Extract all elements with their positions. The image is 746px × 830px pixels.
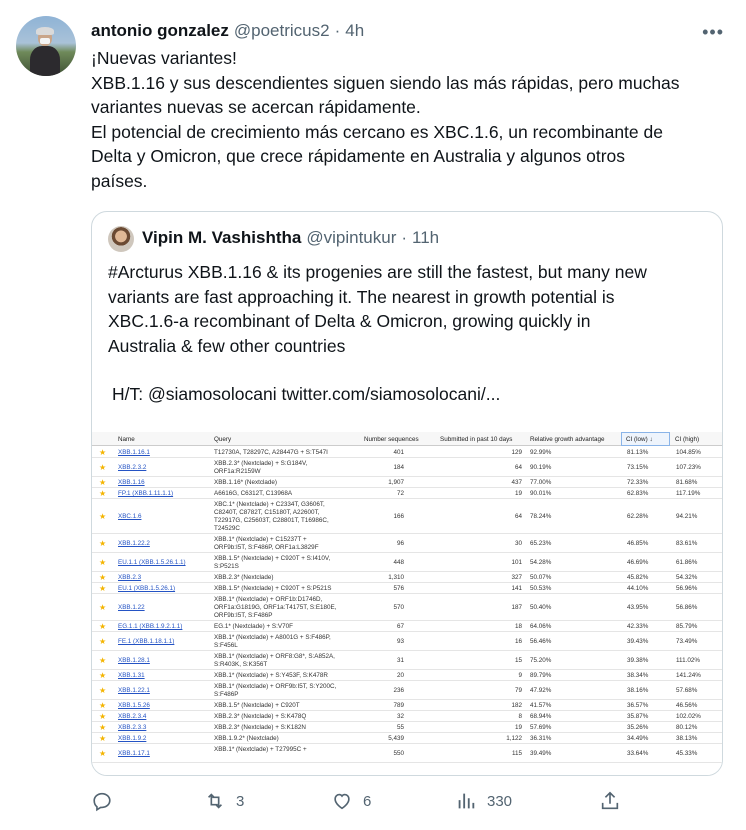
ci-high-cell: 57.68%	[676, 687, 698, 694]
query-cell	[214, 479, 277, 487]
sequences-cell: 184	[393, 464, 404, 471]
table-row	[92, 722, 723, 733]
ci-low-cell: 35.26%	[627, 724, 649, 731]
sequences-cell: 448	[393, 559, 404, 566]
ci-low-cell: 46.69%	[627, 559, 649, 566]
sequences-cell: 72	[396, 490, 404, 497]
ci-high-cell: 94.21%	[676, 513, 698, 520]
sequences-cell: 576	[393, 585, 404, 592]
query-line: S:F486P	[214, 691, 239, 698]
sequences-cell: 93	[396, 638, 404, 645]
growth-cell: 77.00%	[530, 479, 552, 486]
ci-high-cell: 73.49%	[676, 638, 698, 645]
sequences-cell: 32	[396, 713, 404, 720]
query-cell	[214, 653, 335, 669]
star-icon[interactable]: ★	[99, 622, 107, 631]
ci-high-cell: 61.86%	[676, 559, 698, 566]
more-options-icon[interactable]: •••	[702, 22, 724, 42]
growth-cell: 89.79%	[530, 672, 552, 679]
past-10-days-cell: 19	[514, 724, 522, 731]
query-line: T24529C	[214, 525, 240, 532]
query-line: XBC.1* (Nextclade) + C2334T, G3606T,	[214, 501, 325, 508]
variant-name-link[interactable]: XBB.1.22	[118, 604, 145, 611]
tweet-time[interactable]: 4h	[345, 21, 365, 40]
table-row	[92, 744, 723, 763]
sequences-cell: 31	[396, 657, 404, 664]
ci-high-cell: 104.85%	[676, 449, 701, 456]
quoted-line: XBC.1.6-a recombinant of Delta & Omicron, growing quickly in	[108, 311, 591, 331]
query-line: XBB.1.9.2* (Nextclade)	[214, 735, 279, 742]
views-button[interactable]	[455, 790, 512, 812]
past-10-days-cell: 1,122	[506, 735, 522, 742]
query-cell	[214, 536, 319, 552]
quoted-line: #Arcturus XBB.1.16 & its progenies are still the fastest, but many new	[108, 262, 647, 282]
query-cell	[214, 490, 292, 498]
variant-name-link[interactable]: XBB.1.16	[118, 479, 145, 486]
like-button[interactable]	[331, 790, 371, 812]
table-row	[92, 632, 723, 651]
author-name[interactable]: antonio gonzalez	[91, 21, 229, 40]
separator-dot: ·	[334, 21, 341, 40]
query-line: S:P521S	[214, 563, 239, 570]
column-header-sequences: Number sequences	[364, 436, 419, 443]
ci-high-cell: 81.68%	[676, 479, 698, 486]
retweet-count: 3	[236, 792, 245, 810]
sequences-cell: 5,439	[388, 735, 404, 742]
ci-low-cell: 33.64%	[627, 750, 649, 757]
variant-name-link[interactable]: XBB.1.22.1	[118, 687, 150, 694]
growth-cell: 90.01%	[530, 490, 552, 497]
past-10-days-cell: 15	[514, 657, 522, 664]
growth-cell: 68.94%	[530, 713, 552, 720]
column-header-query: Query	[214, 436, 232, 443]
views-count: 330	[487, 792, 513, 810]
quoted-tweet-header	[142, 228, 439, 248]
table-row	[92, 681, 723, 700]
column-header-ci-high: CI (high)	[675, 436, 700, 443]
ci-low-cell: 38.16%	[627, 687, 649, 694]
ci-low-cell: 73.15%	[627, 464, 649, 471]
tweet-line: variantes nuevas se acercan rápidamente.	[91, 97, 421, 117]
query-cell	[214, 555, 330, 571]
growth-cell: 57.69%	[530, 724, 552, 731]
sequences-cell: 96	[396, 540, 404, 547]
past-10-days-cell: 64	[514, 513, 522, 520]
quoted-link-line: H/T: @siamosolocani twitter.com/siamosolocani/...	[112, 384, 501, 404]
variant-name-link[interactable]: XBB.2.3	[118, 574, 142, 581]
past-10-days-cell: 9	[518, 672, 522, 679]
variant-name-link[interactable]: XBB.1.22.2	[118, 540, 150, 547]
ci-low-cell: 38.34%	[627, 672, 649, 679]
query-line: T12730A, T28297C, A28447G + S:T547I	[214, 449, 328, 456]
growth-cell: 65.23%	[530, 540, 552, 547]
table-row	[92, 711, 723, 722]
quoted-tweet-text	[108, 260, 718, 358]
quoted-author-avatar	[108, 226, 134, 252]
query-line: XBB.1.16* (Nextclade)	[214, 479, 277, 486]
ci-low-cell: 34.49%	[627, 735, 649, 742]
ci-high-cell: 56.96%	[676, 585, 698, 592]
growth-cell: 90.19%	[530, 464, 552, 471]
star-icon[interactable]: ★	[99, 723, 107, 732]
variant-name-link[interactable]: XBB.1.17.1	[118, 750, 150, 757]
growth-cell: 41.57%	[530, 702, 552, 709]
ci-high-cell: 141.24%	[676, 672, 701, 679]
past-10-days-cell: 437	[511, 479, 522, 486]
reply-button[interactable]	[91, 790, 113, 812]
variant-name-link[interactable]: XBB.2.3.3	[118, 724, 147, 731]
ci-low-cell: 36.57%	[627, 702, 649, 709]
growth-cell: 36.31%	[530, 735, 552, 742]
query-cell	[214, 634, 331, 650]
quoted-author-name: Vipin M. Vashishtha	[142, 228, 302, 247]
star-icon[interactable]: ★	[99, 558, 107, 567]
action-bar	[91, 790, 731, 818]
variant-name-link[interactable]: EG.1.1 (XBB.1.9.2.1.1)	[118, 623, 183, 630]
variant-name-link[interactable]: XBB.1.5.26	[118, 702, 150, 709]
share-icon	[599, 790, 621, 812]
star-icon[interactable]: ★	[99, 603, 107, 612]
query-line: XBB.2.3* (Nextclade)	[214, 574, 274, 581]
star-icon[interactable]: ★	[99, 448, 107, 457]
author-avatar[interactable]	[16, 16, 76, 76]
query-cell	[214, 460, 307, 476]
growth-cell: 64.06%	[530, 623, 552, 630]
variant-name-link[interactable]: XBB.1.31	[118, 672, 145, 679]
variant-name-link[interactable]: EU.1 (XBB.1.5.26.1)	[118, 585, 176, 592]
query-cell	[214, 585, 332, 593]
variant-name-link[interactable]: FP.1 (XBB.1.11.1.1)	[118, 490, 174, 497]
table-row	[92, 477, 723, 488]
quoted-author-handle: @vipintukur	[306, 228, 397, 247]
column-header-name: Name	[118, 436, 135, 443]
ci-high-cell: 83.61%	[676, 540, 698, 547]
star-icon[interactable]: ★	[99, 701, 107, 710]
quoted-tweet[interactable]	[91, 211, 723, 776]
star-icon[interactable]: ★	[99, 539, 107, 548]
growth-cell: 39.49%	[530, 750, 552, 757]
ci-low-cell: 62.83%	[627, 490, 649, 497]
sequences-cell: 166	[393, 513, 404, 520]
query-line: XBB.1.5* (Nextclade) + C920T + S:P521S	[214, 585, 332, 592]
past-10-days-cell: 129	[511, 449, 522, 456]
ci-low-cell: 42.33%	[627, 623, 649, 630]
share-button[interactable]	[599, 790, 621, 812]
tweet-line: países.	[91, 170, 148, 191]
past-10-days-cell: 19	[514, 490, 522, 497]
star-icon[interactable]: ★	[99, 489, 107, 498]
query-line: XBB.2.3* (Nextclade) + S:G184V,	[214, 460, 308, 467]
author-handle[interactable]: @poetricus2	[233, 21, 330, 40]
query-cell	[214, 683, 336, 699]
growth-cell: 50.07%	[530, 574, 552, 581]
growth-cell: 75.20%	[530, 657, 552, 664]
past-10-days-cell: 182	[511, 702, 522, 709]
query-cell	[214, 713, 306, 721]
query-line: XBB.1* (Nextclade) + C15237T +	[214, 536, 307, 543]
quoted-line: Australia & few other countries	[108, 335, 346, 356]
variant-name-link[interactable]: FE.1 (XBB.1.18.1.1)	[118, 638, 175, 645]
ci-low-cell: 39.43%	[627, 638, 649, 645]
growth-cell: 50.40%	[530, 604, 552, 611]
tweet-line: Delta y Omicron, que crece rápidamente en Australia y algunos otros	[91, 146, 626, 166]
ci-low-cell: 39.38%	[627, 657, 649, 664]
growth-cell: 54.28%	[530, 559, 552, 566]
past-10-days-cell: 141	[511, 585, 522, 592]
table-row	[92, 700, 723, 711]
tweet-line: ¡Nuevas variantes!	[91, 48, 237, 68]
table-row	[92, 651, 723, 670]
column-header-growth: Relative growth advantage	[530, 436, 605, 443]
star-icon[interactable]: ★	[99, 712, 107, 721]
query-line: EG.1* (Nextclade) + S:V70F	[214, 623, 293, 630]
variant-name-link[interactable]: XBB.1.9.2	[118, 735, 147, 742]
ci-low-cell: 62.28%	[627, 513, 649, 520]
query-line: XBB.1* (Nextclade) + ORF9b:I5T, S:Y200C,	[214, 683, 337, 690]
table-row	[92, 447, 723, 458]
query-cell	[214, 746, 307, 754]
past-10-days-cell: 187	[511, 604, 522, 611]
ci-high-cell: 85.79%	[676, 623, 698, 630]
ci-high-cell: 46.56%	[676, 702, 698, 709]
variant-name-link[interactable]: XBB.2.3.4	[118, 713, 147, 720]
table-header	[92, 432, 723, 446]
past-10-days-cell: 327	[511, 574, 522, 581]
variant-name-link[interactable]: EU.1.1 (XBB.1.5.26.1.1)	[118, 559, 186, 566]
query-line: XBB.2.3* (Nextclade) + S:K182N	[214, 724, 306, 731]
table-row	[92, 499, 723, 534]
query-cell	[214, 672, 328, 680]
sequences-cell: 401	[393, 449, 404, 456]
table-row	[92, 594, 723, 621]
query-line: A6616G, C6312T, C13968A	[214, 490, 293, 497]
tweet-header	[91, 20, 364, 42]
query-cell	[214, 501, 329, 533]
query-line: XBB.1.5* (Nextclade) + C920T	[214, 702, 300, 709]
table-row	[92, 670, 723, 681]
growth-cell: 56.46%	[530, 638, 552, 645]
ci-low-cell: 46.85%	[627, 540, 649, 547]
ci-low-cell: 44.10%	[627, 585, 649, 592]
ci-low-cell: 45.82%	[627, 574, 649, 581]
star-icon[interactable]: ★	[99, 463, 107, 472]
ci-high-cell: 117.19%	[676, 490, 701, 497]
reply-icon	[91, 790, 113, 812]
ci-high-cell: 111.02%	[676, 657, 700, 664]
query-line: XBB.1* (Nextclade) + T27995C +	[214, 746, 307, 753]
star-icon[interactable]: ★	[99, 512, 107, 521]
query-cell	[214, 574, 274, 582]
query-cell	[214, 702, 300, 710]
table-row	[92, 733, 723, 744]
table-row	[92, 583, 723, 594]
column-header-ci-low: CI (low) ↓	[626, 436, 653, 443]
variant-name-link[interactable]: XBC.1.6	[118, 513, 142, 520]
ci-high-cell: 54.32%	[676, 574, 698, 581]
star-icon[interactable]: ★	[99, 671, 107, 680]
variant-name-link[interactable]: XBB.2.3.2	[118, 464, 147, 471]
retweet-button[interactable]	[204, 790, 244, 812]
query-line: S:R403K, S:K356T	[214, 661, 268, 668]
query-line: S:F456L	[214, 642, 238, 649]
sequences-cell: 550	[393, 750, 404, 757]
query-line: XBB.1.5* (Nextclade) + C920T + S:I410V,	[214, 555, 331, 562]
retweet-icon	[204, 790, 226, 812]
past-10-days-cell: 101	[511, 559, 522, 566]
table-row	[92, 553, 723, 572]
past-10-days-cell: 18	[514, 623, 522, 630]
star-icon[interactable]: ★	[99, 656, 107, 665]
variant-name-link[interactable]: XBB.1.28.1	[118, 657, 150, 664]
sequences-cell: 789	[393, 702, 404, 709]
query-line: ORF1a:R2159W	[214, 468, 261, 475]
like-count: 6	[363, 792, 372, 810]
sequences-cell: 570	[393, 604, 404, 611]
ci-high-cell: 38.13%	[676, 735, 698, 742]
past-10-days-cell: 79	[514, 687, 522, 694]
past-10-days-cell: 64	[514, 464, 522, 471]
query-cell	[214, 623, 293, 631]
separator-dot: ·	[401, 228, 408, 247]
query-line: XBB.1* (Nextclade) + S:Y453F, S:K478R	[214, 672, 328, 679]
sequences-cell: 236	[393, 687, 404, 694]
star-icon[interactable]: ★	[99, 584, 107, 593]
query-cell	[214, 724, 306, 732]
growth-cell: 92.99%	[530, 449, 552, 456]
growth-cell: 50.53%	[530, 585, 552, 592]
star-icon[interactable]: ★	[99, 734, 107, 743]
query-cell	[214, 449, 328, 457]
table-row	[92, 488, 723, 499]
query-cell	[214, 735, 279, 743]
ci-high-cell: 56.86%	[676, 604, 698, 611]
sequences-cell: 67	[396, 623, 404, 630]
sequences-cell: 1,907	[388, 479, 404, 486]
star-icon[interactable]: ★	[99, 749, 107, 758]
sequences-cell: 1,310	[388, 574, 404, 581]
star-icon[interactable]: ★	[99, 478, 107, 487]
quoted-line: variants are fast approaching it. The nearest in growth potential is	[108, 286, 615, 307]
tweet-line: XBB.1.16 y sus descendientes siguen siendo las más rápidas, pero muchas	[91, 72, 680, 93]
sequences-cell: 20	[396, 672, 404, 679]
views-chart-icon	[455, 790, 477, 812]
ci-high-cell: 80.12%	[676, 724, 698, 731]
ci-low-cell: 81.13%	[627, 449, 649, 456]
table-row	[92, 621, 723, 632]
ci-high-cell: 45.33%	[676, 750, 698, 757]
ci-low-cell: 43.95%	[627, 604, 649, 611]
query-line: ORF1a:G1819G, ORF1a:T4175T, S:E180E,	[214, 604, 337, 611]
ci-high-cell: 102.02%	[676, 713, 701, 720]
variant-name-link[interactable]: XBB.1.16.1	[118, 449, 150, 456]
table-row	[92, 572, 723, 583]
query-line: ORF9b:I5T, S:F486P	[214, 612, 273, 619]
query-cell	[214, 596, 337, 620]
query-line: XBB.1* (Nextclade) + A8001G + S:F486P,	[214, 634, 331, 641]
heart-icon	[331, 790, 353, 812]
past-10-days-cell: 8	[518, 713, 522, 720]
query-line: XBB.2.3* (Nextclade) + S:K478Q	[214, 713, 307, 720]
past-10-days-cell: 115	[511, 750, 522, 757]
tweet-line: El potencial de crecimiento más cercano es XBC.1.6, un recombinante de	[91, 121, 663, 142]
query-line: T22917G, C25603T, C28801T, T16986C,	[214, 517, 329, 524]
star-icon[interactable]: ★	[99, 573, 107, 582]
past-10-days-cell: 16	[514, 638, 522, 645]
ci-low-cell: 35.87%	[627, 713, 649, 720]
star-icon[interactable]: ★	[99, 637, 107, 646]
column-header-past-10-days: Submitted in past 10 days	[440, 436, 513, 443]
growth-cell: 78.24%	[530, 513, 552, 520]
tweet-text	[91, 46, 731, 193]
ci-low-cell: 72.33%	[627, 479, 649, 486]
star-icon[interactable]: ★	[99, 686, 107, 695]
attached-table-image	[92, 432, 723, 776]
ci-high-cell: 107.23%	[676, 464, 701, 471]
query-line: C8240T, C8782T, C15180T, A22600T,	[214, 509, 320, 516]
growth-cell: 47.92%	[530, 687, 552, 694]
sequences-cell: 55	[396, 724, 404, 731]
query-line: XBB.1* (Nextclade) + ORF1b:D1746D,	[214, 596, 323, 603]
query-line: XBB.1* (Nextclade) + ORF8:G8*, S:A852A,	[214, 653, 335, 660]
query-line: ORF9b:I5T, S:F486P, ORF1a:L3829F	[214, 544, 319, 551]
table-row	[92, 458, 723, 477]
quoted-tweet-time: 11h	[412, 228, 440, 247]
past-10-days-cell: 30	[514, 540, 522, 547]
table-row	[92, 534, 723, 553]
